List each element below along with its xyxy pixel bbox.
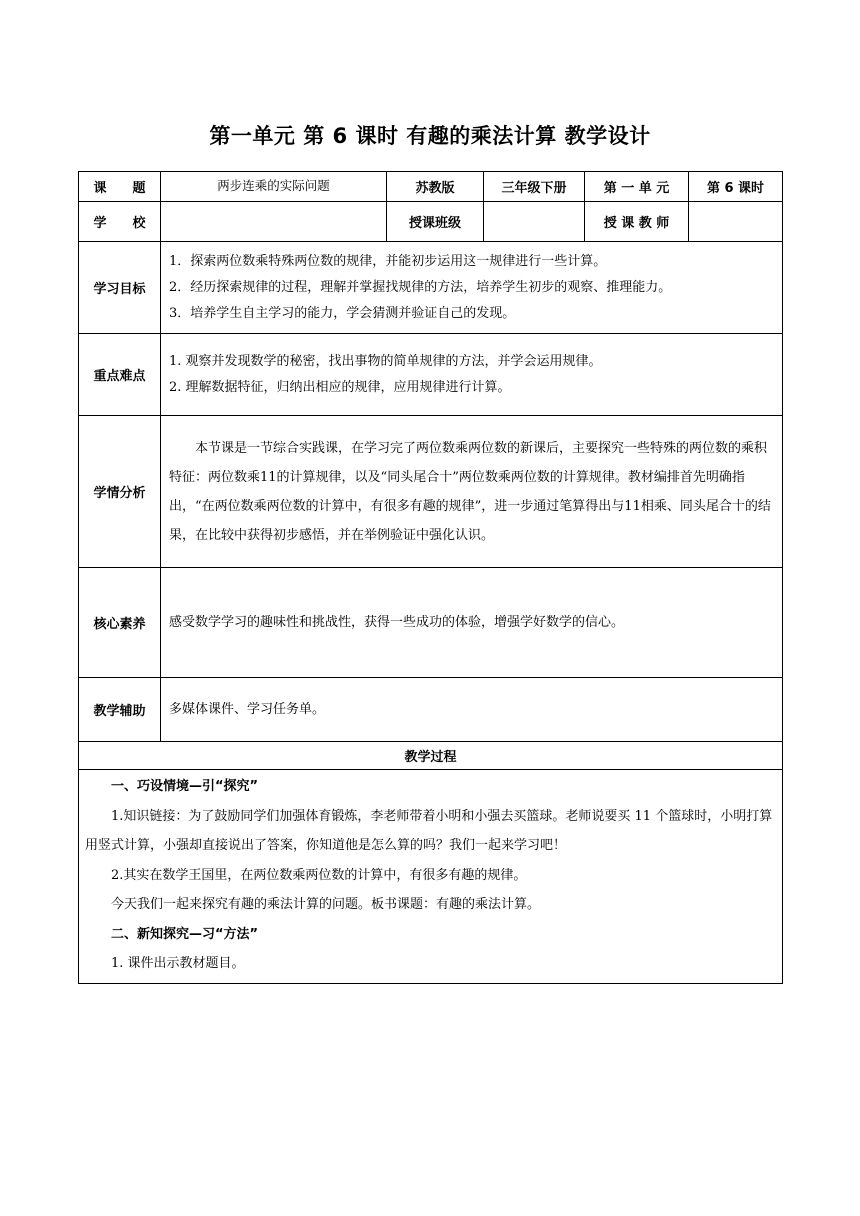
goal-item: 2．经历探索规律的过程，理解并掌握找规律的方法，培养学生初步的观察、推理能力。 (169, 279, 672, 295)
process-section-heading: 一、巧设情境—引“探究” (111, 779, 259, 794)
teacher-label: 授 课 教 师 (585, 202, 689, 242)
goals-row (79, 242, 783, 334)
analysis-label: 学情分析 (79, 416, 161, 568)
analysis-content (161, 416, 783, 568)
info-row-topic (79, 172, 783, 202)
key-point-item: 2. 理解数据特征，归纳出相应的规律，应用规律进行计算。 (169, 379, 511, 395)
info-row-school (79, 202, 783, 242)
goals-label: 学习目标 (79, 242, 161, 334)
process-paragraph: 1. 课件出示教材题目。 (111, 956, 245, 971)
lesson-plan-table (78, 171, 783, 984)
process-paragraph: 今天我们一起来探究有趣的乘法计算的问题。板书课题：有趣的乘法计算。 (111, 897, 541, 912)
core-row (79, 568, 783, 678)
process-paragraph: 1.知识链接：为了鼓励同学们加强体育锻炼，李老师带着小明和小强去买篮球。老师说要买 11 个篮球时，小明打算用竖式计算，小强却直接说出了答案，你知道他是怎么算的吗？我们一起来学习吧！ (85, 808, 773, 853)
topic-label: 课 题 (79, 172, 161, 202)
aids-row (79, 678, 783, 742)
lesson-cell: 第 6 课时 (689, 172, 783, 202)
school-label: 学 校 (79, 202, 161, 242)
goal-item: 3．培养学生自主学习的能力，学会猜测并验证自己的发现。 (169, 305, 516, 321)
topic-value: 两步连乘的实际问题 (161, 172, 387, 202)
document-title: 第一单元 第 6 课时 有趣的乘法计算 教学设计 (209, 124, 651, 148)
process-content (79, 770, 783, 984)
process-row (79, 770, 783, 984)
school-value (161, 202, 387, 242)
process-heading: 教学过程 (79, 742, 783, 770)
class-label: 授课班级 (387, 202, 484, 242)
key-points-row (79, 334, 783, 416)
analysis-text: 本节课是一节综合实践课，在学习完了两位数乘两位数的新课后，主要探究一些特殊的两位数的乘积特征：两位数乘11的计算规律，以及“同头尾合十”两位数乘两位数的计算规律。教材编排首先明确指出，“在两位数乘两位数的计算中，有很多有趣的规律”，进一步通过笔算得出与11相乘、同头尾合十的结果，在比较中获得初步感悟，并在举例验证中强化认识。 (169, 440, 771, 543)
goals-content (161, 242, 783, 334)
publisher-cell: 苏教版 (387, 172, 484, 202)
aids-text: 多媒体课件、学习任务单。 (169, 701, 326, 717)
goal-item: 1．探索两位数乘特殊两位数的规律，并能初步运用这一规律进行一些计算。 (169, 253, 607, 269)
core-label: 核心素养 (79, 568, 161, 678)
core-content (161, 568, 783, 678)
key-points-content (161, 334, 783, 416)
aids-label: 教学辅助 (79, 678, 161, 742)
class-value (484, 202, 585, 242)
unit-cell: 第 一 单 元 (585, 172, 689, 202)
analysis-row (79, 416, 783, 568)
key-point-item: 1. 观察并发现数学的秘密，找出事物的简单规律的方法，并学会运用规律。 (169, 353, 602, 369)
key-points-label: 重点难点 (79, 334, 161, 416)
process-heading-row (79, 742, 783, 770)
aids-content (161, 678, 783, 742)
teacher-value (689, 202, 783, 242)
core-text: 感受数学学习的趣味性和挑战性，获得一些成功的体验，增强学好数学的信心。 (169, 614, 625, 630)
process-section-heading: 二、新知探究—习“方法” (111, 926, 259, 942)
grade-cell: 三年级下册 (484, 172, 585, 202)
process-paragraph: 2.其实在数学王国里，在两位数乘两位数的计算中，有很多有趣的规律。 (111, 867, 527, 883)
